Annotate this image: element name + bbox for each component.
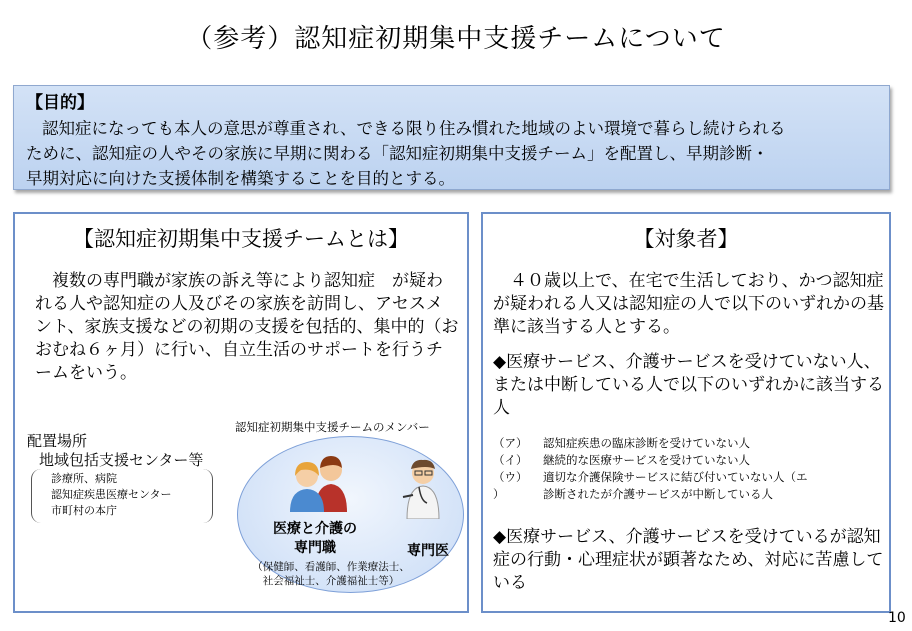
care-staff-examples-line2: 社会福祉士、介護福祉士等） bbox=[262, 575, 400, 587]
care-staff-label bbox=[250, 520, 380, 558]
care-staff-examples-line1: （保健師、看護師、作業療法士、 bbox=[252, 561, 410, 573]
criteria-text: 継続的な医療サービスを受けていない人 bbox=[543, 453, 750, 467]
placement-item: 市町村の本庁 bbox=[51, 504, 117, 517]
placement-item: 診療所、病院 bbox=[51, 472, 117, 485]
doctor-icon bbox=[397, 457, 445, 519]
criteria-text: 診断されたが介護サービスが中断している人 bbox=[543, 487, 773, 501]
care-staff-label-line1: 医療と介護の bbox=[273, 521, 357, 537]
target-intro-text: ４０歳以上で、在宅で生活しており、かつ認知症が疑われる人又は認知症の人で以下のいずれかの基準に該当する人とする。 bbox=[493, 271, 884, 337]
placement-main: 地域包括支援センター等 bbox=[39, 451, 204, 469]
team-definition-text: 複数の専門職が家族の訴え等により認知症 が疑われる人や認知症の人及びその家族を訪問し、アセスメント、家族支援などの初期の支援を包括的、集中的（おおむね６ヶ月）に行い、自立生活のサポートを行うチームをいう。 bbox=[35, 271, 459, 383]
criteria-mark: （ウ） bbox=[493, 470, 528, 484]
care-staff-examples bbox=[241, 560, 421, 588]
purpose-heading: 【目的】 bbox=[26, 93, 94, 113]
purpose-line-2: ために、認知症の人やその家族に早期に関わる「認知症初期集中支援チーム」を配置し、早期診断・ bbox=[26, 144, 769, 163]
care-staff-icon bbox=[285, 450, 351, 512]
target-bullet-2: ◆医療サービス、介護サービスを受けているが認知症の行動・心理症状が顕著なため、対応に苦慮している bbox=[493, 527, 884, 593]
purpose-line-1: 認知症になっても本人の意思が尊重され、できる限り住み慣れた地域のよい環境で暮らし続けられる bbox=[42, 119, 786, 138]
criteria-mark: （イ） bbox=[493, 453, 528, 467]
target-bullet-1: ◆医療サービス、介護サービスを受けていない人、または中断している人で以下のいずれかに該当する人 bbox=[493, 352, 884, 418]
target-intro bbox=[493, 270, 885, 420]
target-heading: 【対象者】 bbox=[633, 227, 739, 251]
criteria-mark: （ア） bbox=[493, 436, 528, 450]
members-label: 認知症初期集中支援チームのメンバー bbox=[235, 420, 430, 434]
care-staff-label-line2: 専門職 bbox=[294, 540, 336, 556]
page-title: （参考）認知症初期集中支援チームについて bbox=[186, 24, 726, 54]
team-definition-heading: 【認知症初期集中支援チームとは】 bbox=[73, 227, 409, 251]
target-panel bbox=[481, 212, 891, 613]
criteria-list bbox=[493, 435, 885, 503]
doctor-label: 専門医 bbox=[407, 543, 449, 559]
placement-label: 配置場所 bbox=[27, 432, 88, 450]
criteria-item bbox=[493, 486, 885, 503]
criteria-item bbox=[493, 452, 885, 469]
purpose-box bbox=[13, 85, 890, 190]
placement-item: 認知症疾患医療センター bbox=[51, 488, 172, 501]
criteria-mark: ） bbox=[493, 487, 505, 501]
criteria-item bbox=[493, 435, 885, 452]
page-number: 10 bbox=[888, 610, 906, 626]
team-definition-panel bbox=[13, 212, 469, 613]
purpose-line-3: 早期対応に向けた支援体制を構築することを目的とする。 bbox=[26, 169, 455, 188]
criteria-item bbox=[493, 469, 885, 486]
criteria-text: 認知症疾患の臨床診断を受けていない人 bbox=[543, 436, 750, 450]
criteria-text: 適切な介護保険サービスに結び付いていない人（エ bbox=[543, 470, 808, 484]
placement-list bbox=[51, 471, 172, 519]
